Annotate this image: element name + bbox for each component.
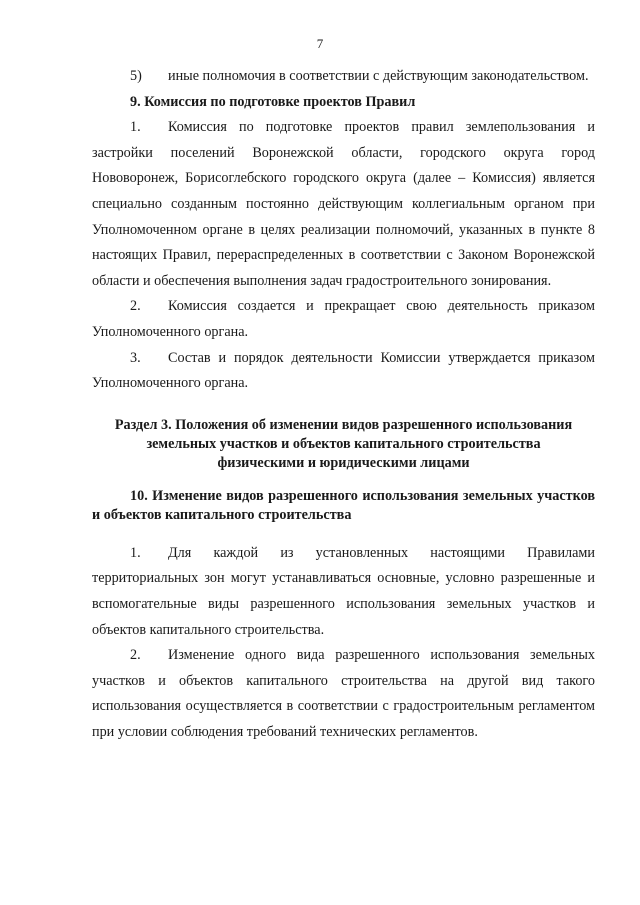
item-number: 2.: [130, 298, 141, 315]
document-body: [92, 64, 595, 745]
section-3-title: Раздел 3. Положения об изменении видов разрешенного использования земельных участков и объектов капитального строительства физическими и юридическими лицами: [114, 416, 573, 471]
item-number: 3.: [130, 349, 141, 366]
item-text: Комиссия создается и прекращает свою деятельность приказом Уполномоченного органа.: [92, 298, 595, 340]
article-9-item-1: [92, 115, 595, 294]
item-text: Для каждой из установленных настоящими Правилами территориальных зон могут устанавливаться основные, условно разрешенные и вспомогательные виды разрешенного использования земельных участков и объектов капитального строительства.: [92, 544, 595, 638]
article-9-item-3: [92, 346, 595, 397]
item-text: иные полномочия в соответствии с действующим законодательством.: [168, 68, 589, 84]
item-number: 1.: [130, 119, 141, 136]
item-number: 2.: [130, 647, 141, 664]
item-number: 5): [130, 68, 142, 84]
article-9-item-2: [92, 294, 595, 345]
article-10-item-1: [92, 541, 595, 643]
page-number: 7: [316, 36, 324, 51]
article-9-heading: 9. Комиссия по подготовке проектов Правил: [130, 93, 416, 110]
item-text: Состав и порядок деятельности Комиссии утверждается приказом Уполномоченного органа.: [92, 349, 595, 392]
item-number: 1.: [130, 544, 141, 561]
article-10-item-2: [92, 643, 595, 745]
item-text: Комиссия по подготовке проектов правил землепользования и застройки поселений Воронежской области, городского округа город Нововоронеж, Борисоглебского городского округа (далее – Комиссия) является специально созданным постоянно действующим коллегиальным органом при Уполномоченном органе в целях реализации полномочий, указанных в пункте 8 настоящих Правил, перераспределенных в соответствии с Законом Воронежской области и обеспечения выполнения задач градостроительного зонирования.: [92, 119, 595, 289]
item-text: Изменение одного вида разрешенного использования земельных участков и объектов капитального строительства на другой вид такого использования осуществляется в соответствии с градостроительным регламентом при условии соблюдения требований технических регламентов.: [92, 647, 595, 740]
article-10-heading: 10. Изменение видов разрешенного использования земельных участков и объектов капитального строительства: [92, 487, 595, 523]
paragraph-item-5: [92, 64, 595, 90]
